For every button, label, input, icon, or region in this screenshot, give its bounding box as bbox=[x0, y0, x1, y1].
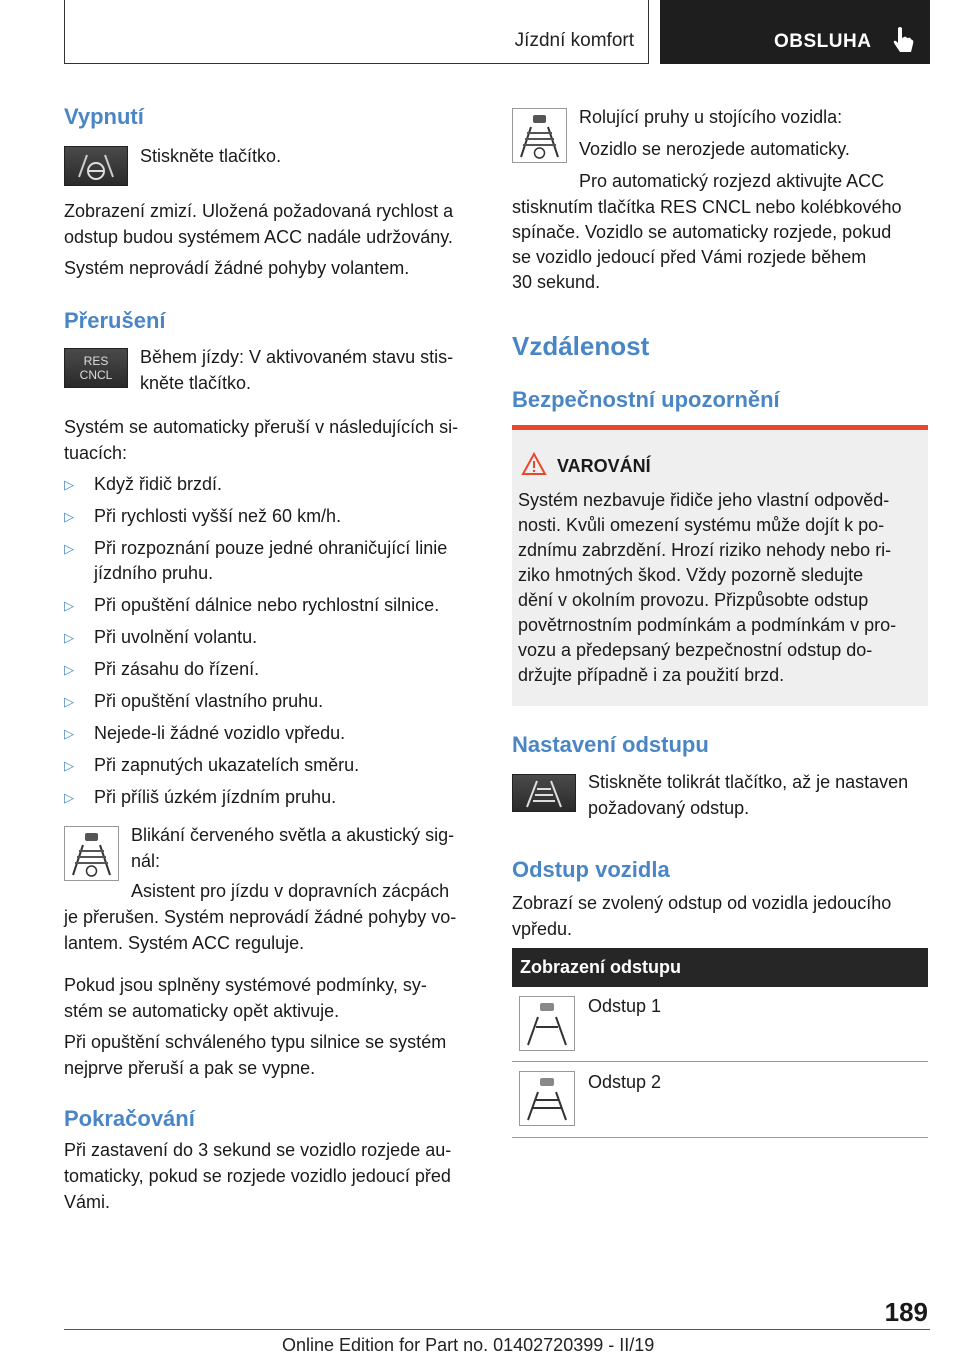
list-item: ▷ Při uvolnění volantu. bbox=[64, 625, 257, 651]
res-label: RES bbox=[83, 354, 109, 368]
red-light-indicator-image bbox=[64, 826, 119, 881]
distance-1-icon bbox=[520, 997, 574, 1050]
assist-line-3: lantem. Systém ACC reguluje. bbox=[64, 933, 305, 953]
rolling-line-3: Pro automatický rozjezd aktivujte ACC bbox=[579, 171, 885, 191]
preruseni-during-line-1: Během jízdy: V aktivovaném stavu stis- bbox=[140, 347, 454, 367]
rolling-line-7: 30 sekund. bbox=[512, 272, 601, 292]
pokracovani-line-2: tomaticky, pokud se rozjede vozidlo jedoucí před bbox=[64, 1166, 451, 1186]
bullet-triangle-icon: ▷ bbox=[64, 694, 74, 709]
header-chapter-title: OBSLUHA bbox=[774, 31, 872, 52]
table-row-odstup-2: Odstup 2 bbox=[588, 1072, 662, 1092]
warning-line-3: zdnímu zabrzdění. Hrozí riziko nehody nebo ri- bbox=[518, 540, 892, 560]
heading-odstup: Odstup vozidla bbox=[512, 857, 670, 882]
pokracovani-line-3: Vámi. bbox=[64, 1192, 111, 1212]
odstup-line-1: Zobrazí se zvolený odstup od vozidla jedoucího bbox=[512, 893, 892, 913]
nastaveni-line-1: Stiskněte tolikrát tlačítko, až je nastaven bbox=[588, 772, 909, 792]
heading-pokracovani: Pokračování bbox=[64, 1106, 195, 1131]
steering-wheel-icon bbox=[65, 147, 127, 185]
warning-triangle-icon bbox=[521, 452, 547, 476]
table-row-divider bbox=[512, 1061, 928, 1062]
header-section-box bbox=[64, 0, 649, 64]
blink-line-2: nál: bbox=[131, 851, 161, 871]
bullet-triangle-icon: ▷ bbox=[64, 541, 74, 556]
lane-assist-icon bbox=[65, 827, 118, 880]
bullet-triangle-icon: ▷ bbox=[64, 630, 74, 645]
distance-icon bbox=[513, 775, 575, 811]
rolling-line-5: spínače. Vozidlo se automaticky rozjede, pokud bbox=[512, 222, 892, 242]
table-row-divider bbox=[512, 1137, 928, 1138]
bullet-triangle-icon: ▷ bbox=[64, 598, 74, 613]
warning-line-5: dění v okolním provozu. Přizpůsobte odstup bbox=[518, 590, 869, 610]
warning-line-2: nosti. Kvůli omezení systému může dojít k po- bbox=[518, 515, 885, 535]
lane-assist-icon bbox=[513, 109, 566, 162]
page-number: 189 bbox=[884, 1297, 928, 1327]
list-item: ▷ Při rozpoznání pouze jedné ohraničující linie bbox=[64, 536, 447, 562]
rolling-line-4: stisknutím tlačítka RES CNCL nebo kolébkového bbox=[512, 197, 902, 217]
vypnuti-instruction: Stiskněte tlačítko. bbox=[140, 146, 282, 166]
heading-vypnuti: Vypnutí bbox=[64, 104, 144, 129]
list-item: ▷ Při zásahu do řízení. bbox=[64, 657, 259, 683]
vypnuti-text-line-1: Zobrazení zmizí. Uložená požadovaná rychlost a bbox=[64, 201, 454, 221]
distance-2-image bbox=[519, 1071, 575, 1126]
heading-vzdalenost: Vzdálenost bbox=[512, 331, 650, 361]
footer-divider bbox=[64, 1329, 930, 1330]
warning-box bbox=[512, 425, 928, 706]
nastaveni-line-2: požadovaný odstup. bbox=[588, 798, 750, 818]
leave-line-2: nejprve přeruší a pak se vypne. bbox=[64, 1058, 316, 1078]
res-cncl-button-image bbox=[64, 348, 128, 388]
list-item-continuation: jízdního pruhu. bbox=[94, 563, 214, 583]
rolling-line-1: Rolující pruhy u stojícího vozidla: bbox=[579, 107, 843, 127]
warning-title: VAROVÁNÍ bbox=[557, 456, 651, 476]
cond-line-1: Pokud jsou splněny systémové podmínky, sy- bbox=[64, 975, 427, 995]
cncl-label: CNCL bbox=[79, 368, 113, 382]
steering-button-image bbox=[64, 146, 128, 186]
list-item: ▷ Při příliš úzkém jízdním pruhu. bbox=[64, 785, 336, 811]
heading-nastaveni: Nastavení odstupu bbox=[512, 732, 709, 757]
distance-2-icon bbox=[520, 1072, 574, 1125]
pokracovani-line-1: Při zastavení do 3 sekund se vozidlo rozjede au- bbox=[64, 1140, 452, 1160]
vypnuti-text-2: Systém neprovádí žádné pohyby volantem. bbox=[64, 258, 410, 278]
bullet-triangle-icon: ▷ bbox=[64, 509, 74, 524]
rolling-line-2: Vozidlo se nerozjede automaticky. bbox=[579, 139, 850, 159]
list-item: ▷ Při zapnutých ukazatelích směru. bbox=[64, 753, 359, 779]
bullet-triangle-icon: ▷ bbox=[64, 726, 74, 741]
bullet-triangle-icon: ▷ bbox=[64, 477, 74, 492]
header-section-title: Jízdní komfort bbox=[514, 30, 634, 51]
heading-preruseni: Přerušení bbox=[64, 308, 166, 333]
warning-line-1: Systém nezbavuje řidiče jeho vlastní odpověd- bbox=[518, 490, 890, 510]
preruseni-auto-line-2: tuacích: bbox=[64, 443, 128, 463]
list-item: ▷ Při opuštění dálnice nebo rychlostní silnice. bbox=[64, 593, 439, 619]
blink-line-1: Blikání červeného světla a akustický sig- bbox=[131, 825, 455, 845]
list-item: ▷ Při opuštění vlastního pruhu. bbox=[64, 689, 323, 715]
list-item: ▷ Nejede-li žádné vozidlo vpředu. bbox=[64, 721, 345, 747]
assist-line-1: Asistent pro jízdu v dopravních zácpách bbox=[131, 881, 450, 901]
warning-line-7: vozu a předepsaný bezpečnostní odstup do- bbox=[518, 640, 873, 660]
cond-line-2: stém se automaticky opět aktivuje. bbox=[64, 1001, 340, 1021]
list-item: ▷ Když řidič brzdí. bbox=[64, 472, 222, 498]
preruseni-auto-line-1: Systém se automaticky přeruší v následujících si- bbox=[64, 417, 459, 437]
bullet-triangle-icon: ▷ bbox=[64, 790, 74, 805]
bullet-triangle-icon: ▷ bbox=[64, 662, 74, 677]
header-chapter-tab bbox=[660, 0, 930, 64]
distance-1-image bbox=[519, 996, 575, 1051]
table-header: Zobrazení odstupu bbox=[512, 948, 928, 987]
heading-bezpecnostni: Bezpečnostní upozornění bbox=[512, 387, 780, 412]
rolling-lanes-image bbox=[512, 108, 567, 163]
footer-edition: Online Edition for Part no. 01402720399 - II/19 bbox=[282, 1335, 655, 1355]
rolling-line-6: se vozidlo jedoucí před Vámi rozjede během bbox=[512, 247, 867, 267]
vypnuti-text-line-2: odstup budou systémem ACC nadále udržovány. bbox=[64, 227, 453, 247]
table-row-odstup-1: Odstup 1 bbox=[588, 996, 662, 1016]
warning-line-8: držujte případně i za použití brzd. bbox=[518, 665, 785, 685]
odstup-line-2: vpředu. bbox=[512, 919, 573, 939]
assist-line-2: je přerušen. Systém neprovádí žádné pohyby vo- bbox=[64, 907, 457, 927]
list-item: ▷ Při rychlosti vyšší než 60 km/h. bbox=[64, 504, 341, 530]
distance-button-image bbox=[512, 774, 576, 812]
hand-pointer-icon bbox=[892, 26, 914, 54]
preruseni-during-line-2: kněte tlačítko. bbox=[140, 373, 252, 393]
leave-line-1: Při opuštění schváleného typu silnice se systém bbox=[64, 1032, 447, 1052]
bullet-triangle-icon: ▷ bbox=[64, 758, 74, 773]
warning-line-6: povětrnostním podmínkám a podmínkám v pro- bbox=[518, 615, 897, 635]
warning-line-4: ziko hmotných škod. Vždy pozorně sledujte bbox=[518, 565, 864, 585]
